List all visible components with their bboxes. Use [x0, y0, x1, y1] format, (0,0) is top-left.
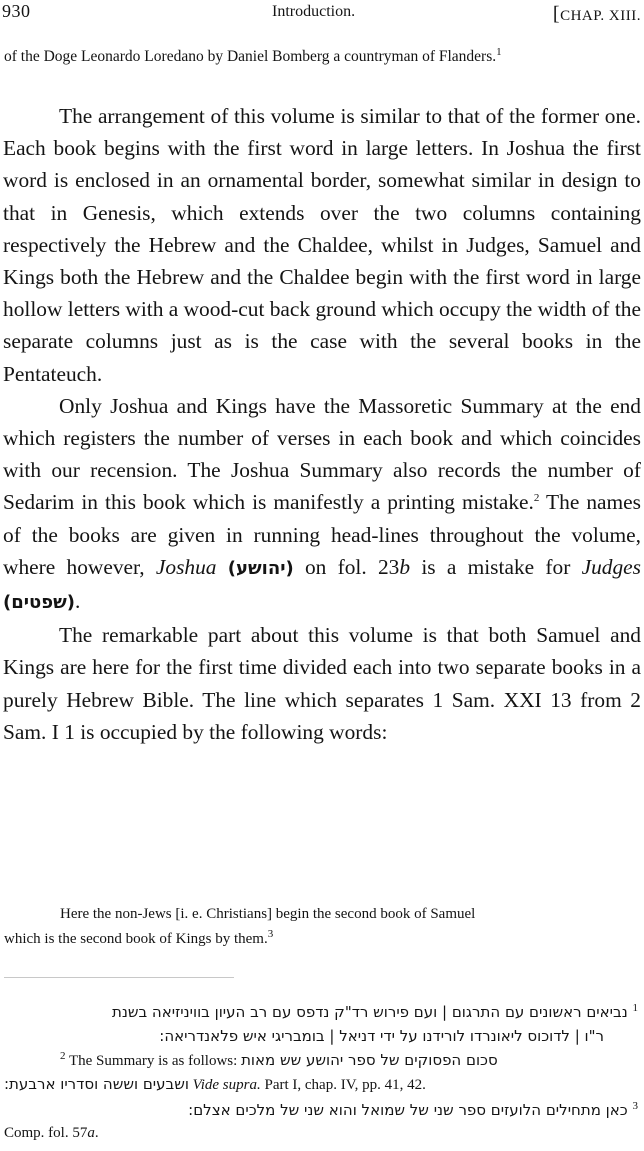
footnote-2-line-2: [4, 1075, 638, 1094]
running-title: Introduction.: [272, 3, 356, 20]
block-quotation: [4, 902, 634, 952]
quote-line-2: [4, 927, 634, 952]
paragraph2-text-c: on fol. 23: [293, 554, 400, 579]
footnote-2-ref: Part I, chap. IV, pp. 41, 42.: [264, 1077, 426, 1093]
footnote-2-line-1: [4, 1050, 638, 1070]
footnote-2-hebrew-2: ושבעים וששה וסדריו ארבעת:: [4, 1075, 189, 1093]
footnote-marker-1: 1: [496, 45, 502, 58]
paragraph2-text-a: Only Joshua and Kings have the Massoretic Summary at the end which registers the number of verses in each book and which coincides with our recension. The Joshua Summary also records the number of Sedarim in this book which is manifestly a printing mistake.: [3, 393, 641, 515]
paragraph-massoretic-summary: [3, 390, 641, 619]
running-head: [0, 0, 644, 24]
joshua-hebrew: (יהושע): [227, 557, 294, 579]
judges-hebrew: (שפטים): [3, 592, 75, 614]
quote-line-2-text: which is the second book of Kings by them.: [4, 931, 268, 947]
footnote-3-line-2: [4, 1125, 638, 1142]
page-number: 930: [2, 1, 31, 21]
footnote-2-lead: The Summary is as follows:: [68, 1053, 238, 1069]
paragraph2-text-e: .: [75, 589, 81, 614]
footnote-2-hebrew: סכום הפסוקים של ספר יהושע שש מאות: [241, 1051, 498, 1069]
footnote-divider: [4, 977, 234, 978]
footnote-3-comp-italic: a: [87, 1125, 95, 1141]
chapter-label: [553, 3, 641, 26]
chapter-bracket: [: [552, 3, 561, 25]
footnote-3-comp: Comp. fol. 57: [4, 1125, 88, 1141]
footnote-marker-3: 3: [267, 928, 274, 940]
footnote-1-hebrew-2: ר"ו | לדוכוס ליאונרדו לורידנו על ידי דניאל | בומבריגי איש פלאנדריאה:: [159, 1027, 604, 1045]
continuation-text: of the Doge Leonardo Loredano by Daniel Bomberg a countryman of Flanders.: [4, 48, 497, 65]
folio-side-italic: b: [399, 554, 411, 579]
joshua-italic: Joshua: [155, 554, 217, 579]
footnote-1-line-2: [4, 1027, 604, 1045]
chapter-text: CHAP. XIII.: [560, 8, 641, 24]
footnote-3-line-1: [4, 1100, 638, 1119]
footnote-2-number: 2: [60, 1050, 66, 1062]
footnote-1-hebrew-1: נביאים ראשונים עם התרגום | ועם פירוש רד"ק נדפס עם רב העיון בוויניזיאה בשנת: [111, 1003, 628, 1021]
footnote-3-hebrew: כאן מתחילים הלועזים ספר שני של שמואל והוא שני של מלכים אצלם:: [188, 1101, 628, 1119]
paragraph-division: The remarkable part about this volume is that both Samuel and Kings are here for the first time divided each into two separate books in a purely Hebrew Bible. The line which separates 1 Sam. XXI 13 from 2 Sam. I 1 is occupied by the following words:: [3, 623, 641, 744]
quote-line-1: Here the non-Jews [i. e. Christians] begin the second book of Samuel: [60, 906, 476, 922]
main-text: [3, 100, 641, 748]
continuation-paragraph: [4, 44, 640, 69]
judges-italic: Judges: [581, 554, 641, 579]
paragraph-arrangement: The arrangement of this volume is similar to that of the former one. Each book begins with the first word in large letters. In Joshua the first word is enclosed in an ornamental border, somewhat similar in design to that in Genesis, which extends over the two columns containing respectively the Hebrew and the Chaldee, whilst in Judges, Samuel and Kings both the Hebrew and the Chaldee begin with the first word in large hollow letters with a wood-cut back ground which occupy the width of the separate columns just as is the case with the several books in the Pentateuch.: [3, 104, 642, 386]
footnote-marker-2: 2: [533, 492, 540, 505]
paragraph2-text-d: is a mistake for: [410, 554, 582, 579]
footnote-3-number: 3: [632, 1100, 638, 1112]
paragraph2-text-b: The names of the books are given in running head-lines throughout the volume, where however,: [3, 490, 641, 579]
footnote-3-comp-end: .: [94, 1125, 99, 1141]
footnote-2-vide: Vide supra.: [192, 1077, 261, 1093]
footnote-1-line-1: [4, 1002, 638, 1021]
footnote-1-number: 1: [632, 1002, 638, 1014]
